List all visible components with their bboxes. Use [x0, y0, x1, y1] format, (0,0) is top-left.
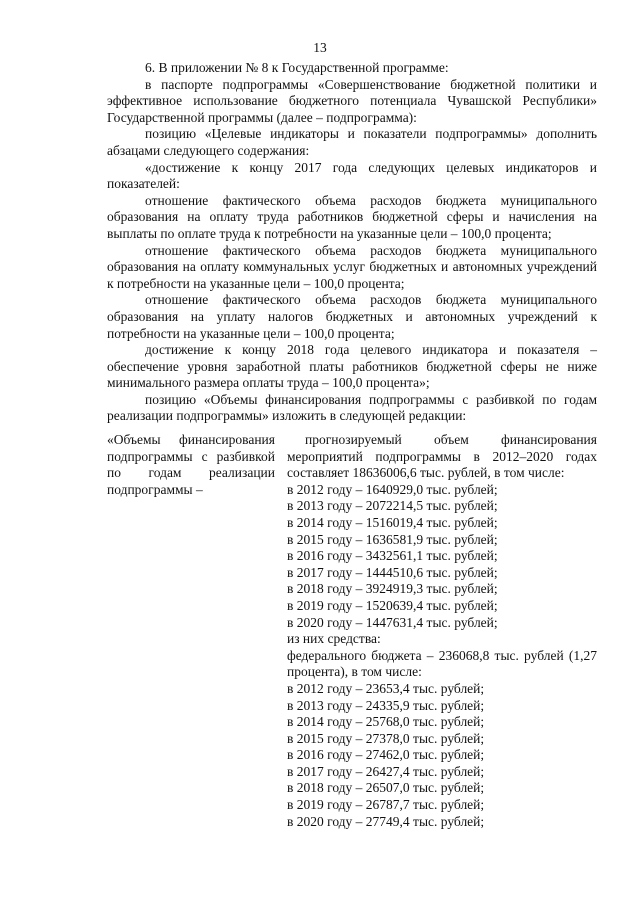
total-year-line: в 2018 году – 3924919,3 тыс. рублей;: [287, 581, 498, 597]
federal-year-line: в 2020 году – 27749,4 тыс. рублей;: [287, 813, 485, 829]
federal-year-line: в 2019 году – 26787,7 тыс. рублей;: [287, 797, 485, 813]
federal-year-line: в 2018 году – 26507,0 тыс. рублей;: [287, 780, 485, 796]
paragraph: отношение фактического объема расходов бюджета муниципального образования на оплату коммунальных услуг бюджетных и автономных учреждений к потребности на указанные цели – 100,0 процента;: [107, 242, 597, 291]
total-year-line: в 2012 году – 1640929,0 тыс. рублей;: [287, 481, 498, 497]
paragraph: отношение фактического объема расходов бюджета муниципального образования на уплату налогов бюджетных и автономных учреждений к потребности на указанные цели – 100,0 процента;: [107, 292, 597, 341]
paragraph: «достижение к концу 2017 года следующих целевых индикаторов и показателей:: [107, 159, 597, 192]
total-year-line: в 2016 году – 3432561,1 тыс. рублей;: [287, 548, 498, 564]
federal-intro: федерального бюджета – 236068,8 тыс. рублей (1,27 процента), в том числе:: [287, 647, 597, 680]
total-year-line: в 2015 году – 1636581,9 тыс. рублей;: [287, 531, 498, 547]
federal-year-line: в 2016 году – 27462,0 тыс. рублей;: [287, 747, 485, 763]
paragraph: отношение фактического объема расходов бюджета муниципального образования на оплату труда работников бюджетной сферы и начисления на выплаты по оплате труда к потребности на указанные цели – 100,0 процента;: [107, 192, 597, 241]
financing-table: [107, 432, 597, 830]
financing-intro: прогнозируемый объем финансирования мероприятий подпрограммы в 2012–2020 годах составляет 18636006,6 тыс. рублей, в том числе:: [287, 432, 597, 481]
page-number: 13: [313, 40, 327, 55]
total-year-line: в 2017 году – 1444510,6 тыс. рублей;: [287, 564, 498, 580]
federal-year-line: в 2012 году – 23653,4 тыс. рублей;: [287, 680, 485, 696]
total-year-line: в 2014 году – 1516019,4 тыс. рублей;: [287, 514, 498, 530]
federal-year-line: в 2013 году – 24335,9 тыс. рублей;: [287, 697, 485, 713]
paragraph: позицию «Целевые индикаторы и показатели подпрограммы» дополнить абзацами следующего содержания:: [107, 126, 597, 158]
financing-values: [287, 432, 597, 830]
paragraph: в паспорте подпрограммы «Совершенствование бюджетной политики и эффективное использование бюджетного потенциала Чувашской Республики» Государственной программы (далее – подпрограмма):: [107, 76, 597, 125]
paragraph: достижение к концу 2018 года целевого индикатора и показателя – обеспечение уровня заработной платы работников бюджетной сферы не ниже минимального размера оплаты труда – 100,0 процента»;: [107, 342, 597, 391]
federal-year-line: в 2014 году – 25768,0 тыс. рублей;: [287, 714, 485, 730]
financing-label: [107, 432, 275, 830]
body-text: [107, 60, 597, 425]
total-year-line: в 2020 году – 1447631,4 тыс. рублей;: [287, 614, 498, 630]
paragraph: 6. В приложении № 8 к Государственной программе:: [145, 60, 449, 75]
paragraph: позицию «Объемы финансирования подпрограммы с разбивкой по годам реализации подпрограммы» изложить в следующей редакции:: [107, 391, 597, 424]
total-year-line: в 2013 году – 2072214,5 тыс. рублей;: [287, 498, 498, 514]
federal-year-line: в 2017 году – 26427,4 тыс. рублей;: [287, 763, 485, 779]
of-them-label: из них средства:: [287, 631, 381, 647]
label-dash: –: [196, 481, 203, 497]
federal-year-line: в 2015 году – 27378,0 тыс. рублей;: [287, 730, 485, 746]
total-year-line: в 2019 году – 1520639,4 тыс. рублей;: [287, 597, 498, 613]
financing-label-text: «Объемы финансирования подпрограммы с разбивкой по годам реализации подпрограммы: [107, 432, 275, 497]
